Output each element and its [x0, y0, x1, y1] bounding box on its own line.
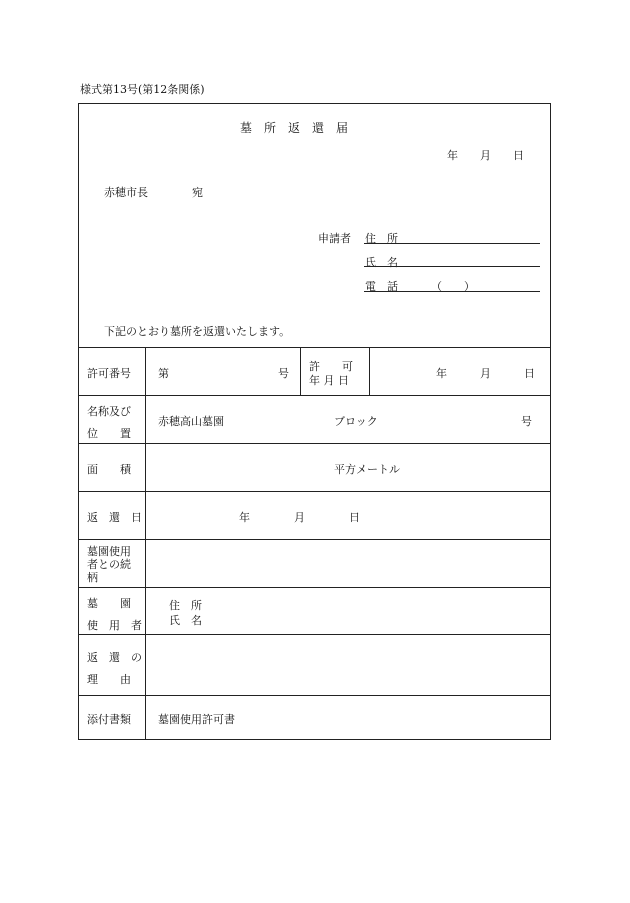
applicant-name-line [364, 266, 540, 267]
permit-number-suffix: 号 [278, 367, 289, 380]
divider-row7 [79, 695, 550, 696]
applicant-phone-label: 電 話 [365, 280, 398, 293]
area-unit: 平方メートル [334, 463, 400, 476]
applicant-address-line [364, 243, 540, 244]
relation-label-line1: 墓園使用 [87, 545, 131, 558]
permit-date-value: 年 月 日 [436, 367, 535, 380]
divider-row3 [79, 491, 550, 492]
form-caption: 様式第13号(第12条関係) [80, 83, 205, 96]
user-label-line1: 墓 園 [87, 597, 131, 610]
return-form [78, 103, 551, 740]
applicant-name-label: 氏 名 [365, 256, 398, 269]
label-column-divider [145, 347, 146, 739]
return-date-label: 返 還 日 [87, 511, 142, 524]
form-title: 墓 所 返 還 届 [240, 121, 349, 135]
applicant-label: 申請者 [318, 232, 351, 245]
attachment-label: 添付書類 [87, 713, 131, 726]
statement-text: 下記のとおり墓所を返還いたします。 [104, 325, 291, 338]
area-label: 面 積 [87, 463, 131, 476]
permit-date-label-line2: 年 月 日 [309, 374, 349, 387]
divider-row6 [79, 634, 550, 635]
cemetery-name: 赤穂高山墓園 [158, 415, 224, 428]
plot-number-suffix: 号 [521, 415, 532, 428]
applicant-address-label: 住 所 [365, 232, 398, 245]
reason-label-line1: 返 還 の [87, 651, 142, 664]
block-label: ブロック [334, 415, 378, 428]
permit-date-label-line1: 許 可 [309, 360, 353, 373]
user-address-label: 住 所 [169, 599, 202, 612]
attachment-value: 墓園使用許可書 [158, 713, 235, 726]
user-name-label: 氏 名 [169, 614, 202, 627]
applicant-phone-line [364, 291, 540, 292]
permit-number-label: 許可番号 [87, 367, 131, 380]
divider-row4 [79, 539, 550, 540]
relation-label-line2: 者との続 [87, 558, 131, 571]
permit-date-divider-left [300, 347, 301, 395]
applicant-phone-parens: （ ） [431, 280, 475, 293]
permit-number-prefix: 第 [158, 367, 169, 380]
reason-label-line2: 理 由 [87, 673, 131, 686]
submission-date: 年 月 日 [447, 149, 524, 162]
permit-date-divider-right [369, 347, 370, 395]
divider-row5 [79, 587, 550, 588]
return-date-value: 年 月 日 [239, 511, 360, 524]
divider-row2 [79, 443, 550, 444]
divider-row1 [79, 395, 550, 396]
user-label-line2: 使 用 者 [87, 619, 142, 632]
location-label-line1: 名称及び [87, 405, 131, 418]
location-label-line2: 位 置 [87, 427, 131, 440]
divider-header [79, 347, 550, 348]
addressee: 赤穂市長 宛 [104, 186, 203, 199]
relation-label-line3: 柄 [87, 571, 98, 584]
